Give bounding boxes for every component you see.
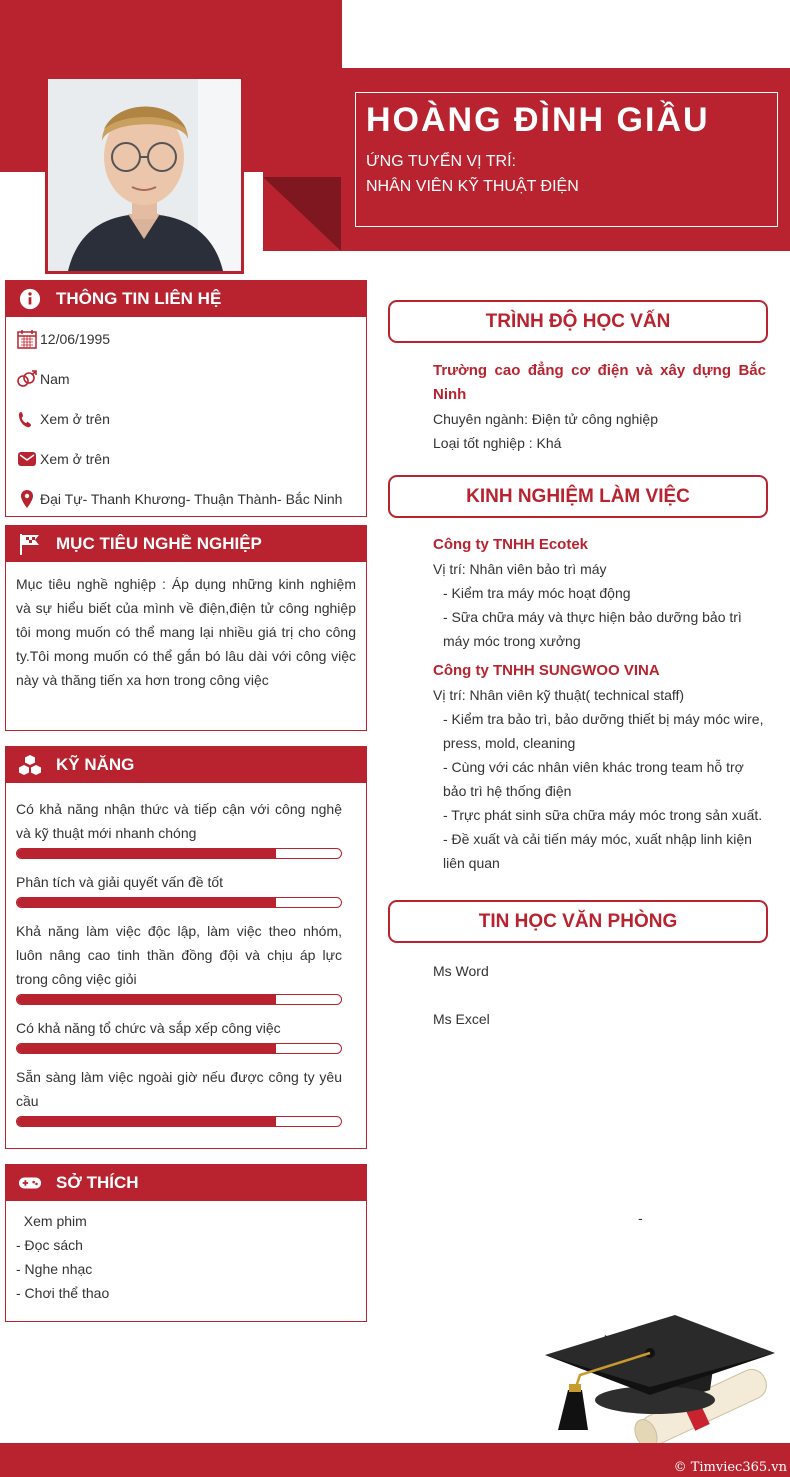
job-task: - Kiểm tra máy móc hoạt động bbox=[443, 585, 631, 601]
skill-level-fill bbox=[17, 995, 276, 1004]
hobby-item: Xem phim bbox=[16, 1213, 87, 1229]
hobbies-section bbox=[5, 1164, 367, 1322]
education-content bbox=[433, 359, 766, 455]
candidate-name: HOÀNG ĐÌNH GIẦU bbox=[366, 101, 710, 139]
experience-content bbox=[433, 533, 766, 875]
apply-position: NHÂN VIÊN KỸ THUẬT ĐIỆN bbox=[366, 178, 579, 195]
education-major: Chuyên ngành: Điện tử công nghiệp bbox=[433, 411, 658, 427]
office-item: Ms Excel bbox=[433, 1011, 490, 1027]
gender-icon bbox=[16, 369, 38, 389]
skill-text: Sẵn sàng làm việc ngoài giờ nếu được công ty yêu cầu bbox=[16, 1069, 342, 1109]
education-header: TRÌNH ĐỘ HỌC VẤN bbox=[388, 300, 768, 343]
header-notch bbox=[263, 177, 341, 251]
office-content bbox=[433, 959, 766, 1031]
apply-label: ỨNG TUYỂN VỊ TRÍ: bbox=[366, 153, 516, 170]
calendar-icon bbox=[16, 329, 38, 349]
hobby-item: - Chơi thể thao bbox=[16, 1285, 110, 1301]
education-grade: Loại tốt nghiệp : Khá bbox=[433, 435, 562, 451]
office-dash: - bbox=[638, 1210, 643, 1226]
hobby-item: - Đọc sách bbox=[16, 1237, 83, 1253]
skill-level-bar bbox=[16, 897, 342, 908]
skill-level-fill bbox=[17, 898, 276, 907]
job-task: - Kiểm tra bảo trì, bảo dưỡng thiết bị máy móc wire, press, mold, cleaning bbox=[443, 711, 764, 751]
office-header: TIN HỌC VĂN PHÒNG bbox=[388, 900, 768, 943]
job-task: - Cùng với các nhân viên khác trong team hỗ trợ bảo trì hệ thống điện bbox=[443, 759, 744, 799]
skill-text: Khả năng làm việc độc lập, làm việc theo nhóm, luôn nâng cao tinh thần đồng đội và chịu áp lực trong công việc giỏi bbox=[16, 923, 342, 987]
flag-icon bbox=[18, 533, 42, 555]
footer-band bbox=[0, 1443, 790, 1477]
name-box bbox=[355, 92, 778, 227]
contact-header bbox=[6, 281, 366, 317]
experience-header: KINH NGHIỆM LÀM VIỆC bbox=[388, 475, 768, 518]
watermark: © Timviec365.vn bbox=[673, 1460, 787, 1475]
map-pin-icon bbox=[16, 489, 38, 509]
phone-value: Xem ở trên bbox=[40, 411, 110, 427]
avatar-photo bbox=[48, 79, 241, 271]
job-task: - Sữa chữa máy và thực hiện bảo dưỡng bảo trì máy móc trong xưởng bbox=[443, 609, 742, 649]
contact-title: THÔNG TIN LIÊN HỆ bbox=[56, 289, 222, 308]
job-entry bbox=[433, 659, 766, 875]
objective-header bbox=[6, 526, 366, 562]
objective-title: MỤC TIÊU NGHỀ NGHIỆP bbox=[56, 534, 262, 553]
skill-level-bar bbox=[16, 848, 342, 859]
graduation-cap-icon bbox=[540, 1315, 780, 1460]
contact-gender bbox=[6, 359, 366, 399]
hobby-item: - Nghe nhạc bbox=[16, 1261, 93, 1277]
skill-text: Phân tích và giải quyết vấn đề tốt bbox=[16, 874, 224, 890]
contact-address bbox=[6, 479, 366, 519]
gender-value: Nam bbox=[40, 371, 70, 387]
email-value: Xem ở trên bbox=[40, 451, 110, 467]
cubes-icon bbox=[18, 754, 42, 776]
objective-text: Mục tiêu nghề nghiệp : Áp dụng những kinh nghiệm và sự hiểu biết của mình về điện,điện tử công nghiệp tôi mong muốn có thể mang lại nhiều giá trị cho công ty.Tôi mong muốn có thể gắn bó lâu dài với công việc này và thăng tiến xa hơn trong công việc bbox=[16, 576, 356, 688]
job-role: Vị trí: Nhân viên kỹ thuật( technical staff) bbox=[433, 687, 685, 703]
hobbies-title: SỞ THÍCH bbox=[56, 1173, 139, 1192]
skill-level-fill bbox=[17, 849, 276, 858]
skills-header bbox=[6, 747, 366, 783]
skill-item bbox=[16, 797, 342, 859]
office-item: Ms Word bbox=[433, 963, 489, 979]
hobbies-header bbox=[6, 1165, 366, 1201]
job-task: - Đề xuất và cải tiến máy móc, xuất nhập linh kiện liên quan bbox=[443, 831, 752, 871]
skill-level-bar bbox=[16, 1116, 342, 1127]
school-name: Trường cao đẳng cơ điện và xây dựng Bắc Ninh bbox=[433, 362, 766, 403]
hobbies-list bbox=[6, 1201, 366, 1313]
company-name: Công ty TNHH SUNGWOO VINA bbox=[433, 662, 660, 679]
job-role: Vị trí: Nhân viên bảo trì máy bbox=[433, 561, 607, 577]
skill-level-bar bbox=[16, 1043, 342, 1054]
gamepad-icon bbox=[18, 1172, 42, 1194]
company-name: Công ty TNHH Ecotek bbox=[433, 536, 589, 553]
skill-text: Có khả năng nhận thức và tiếp cận với công nghệ và kỹ thuật mới nhanh chóng bbox=[16, 801, 342, 841]
skill-item bbox=[16, 870, 342, 908]
skill-text: Có khả năng tổ chức và sắp xếp công việc bbox=[16, 1020, 281, 1036]
skill-level-fill bbox=[17, 1044, 276, 1053]
skill-item bbox=[16, 1065, 342, 1127]
info-icon bbox=[18, 288, 42, 310]
job-entry bbox=[433, 533, 766, 653]
contact-email bbox=[6, 439, 366, 479]
skill-level-bar bbox=[16, 994, 342, 1005]
skill-item bbox=[16, 919, 342, 1005]
contact-section bbox=[5, 280, 367, 517]
objective-section bbox=[5, 525, 367, 731]
address-value: Đại Tự- Thanh Khương- Thuận Thành- Bắc Ninh bbox=[40, 491, 343, 507]
contact-birthday bbox=[6, 319, 366, 359]
avatar bbox=[45, 76, 244, 274]
birthday-value: 12/06/1995 bbox=[40, 331, 111, 347]
skill-item bbox=[16, 1016, 342, 1054]
envelope-icon bbox=[16, 449, 38, 469]
phone-icon bbox=[16, 409, 38, 429]
skill-level-fill bbox=[17, 1117, 276, 1126]
skills-title: KỸ NĂNG bbox=[56, 755, 135, 774]
job-task: - Trực phát sinh sữa chữa máy móc trong sản xuất. bbox=[443, 807, 763, 823]
contact-phone bbox=[6, 399, 366, 439]
skills-section bbox=[5, 746, 367, 1149]
